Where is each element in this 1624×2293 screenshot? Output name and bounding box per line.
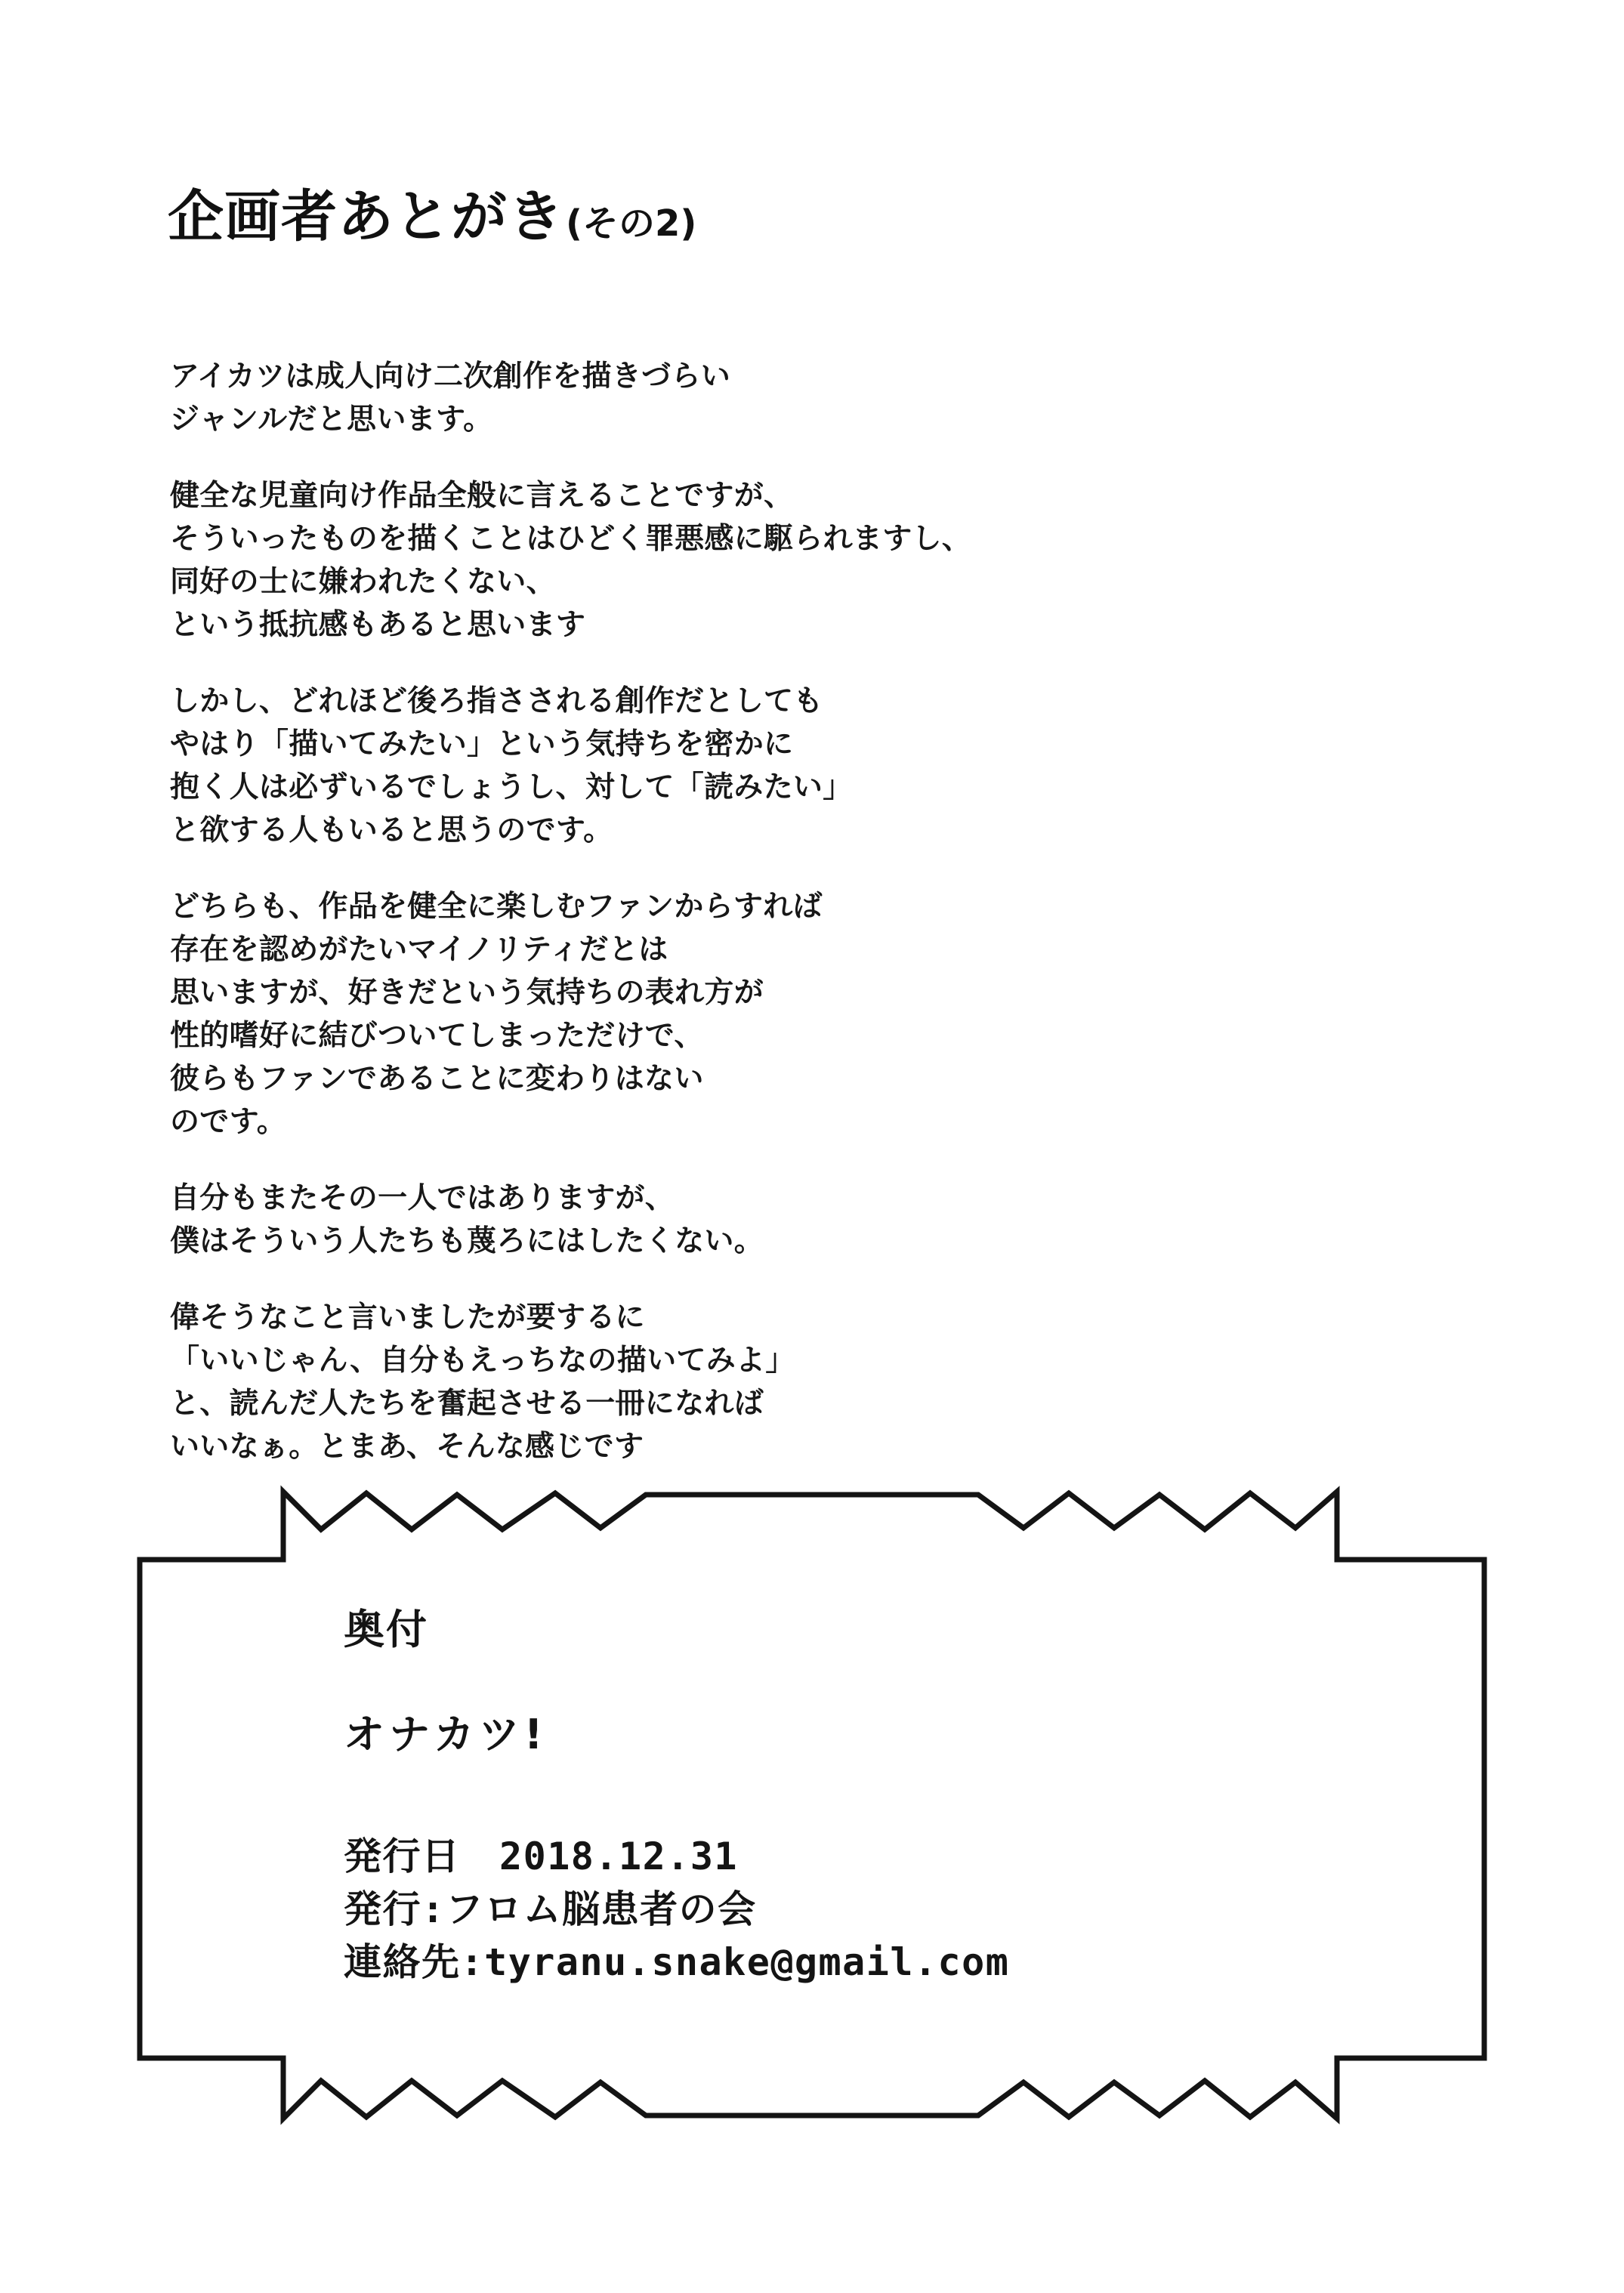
text-line: 「いいじゃん、自分もえっちなの描いてみよ」 (170, 1344, 795, 1378)
text-line: 抱く人は必ずいるでしょうし、対して「読みたい」 (170, 770, 853, 804)
text-line: 彼らもファンであることに変わりはない (170, 1062, 704, 1096)
text-line: 思いますが、好きだという気持ちの表れ方が (170, 976, 764, 1010)
text-line: どちらも、作品を健全に楽しむファンからすれば (170, 890, 823, 924)
page-title (168, 172, 696, 252)
colophon-publisher: 発行:フロム脳患者の会 (344, 1887, 757, 1931)
text-line: 存在を認めがたいマイノリティだとは (170, 933, 668, 967)
text-line: アイカツは成人向け二次創作を描きづらい (170, 360, 731, 393)
page-title-sub: (その2) (566, 202, 697, 245)
text-line: 健全な児童向け作品全般に言えることですが、 (170, 479, 794, 513)
text-line: 同好の士に嫌われたくない、 (170, 565, 556, 599)
text-line: 僕はそういう人たちも蔑ろにはしたくない。 (170, 1224, 764, 1258)
text-line: のです。 (170, 1105, 287, 1139)
paragraph (170, 1177, 1409, 1263)
colophon-content (344, 1597, 1416, 1989)
paragraph (170, 885, 1409, 1143)
text-line: という抵抗感もあると思います (170, 608, 586, 642)
text-line: やはり「描いてみたい」という気持ちを密かに (170, 727, 794, 761)
paragraph (170, 680, 1409, 852)
colophon-contact: 連絡先:tyranu.snake@gmail.com (344, 1940, 1010, 1984)
colophon-publish-date: 発行日 2018.12.31 (344, 1835, 739, 1878)
text-line: と、読んだ人たちを奮起させる一冊になれば (170, 1387, 764, 1421)
text-line: 性的嗜好に結びついてしまっただけで、 (170, 1019, 704, 1053)
colophon-box (132, 1484, 1492, 2126)
text-line: そういったものを描くことはひどく罪悪感に駆られますし、 (170, 522, 972, 556)
text-line: 自分もまたその一人ではありますが、 (170, 1181, 675, 1215)
colophon-title: 奥付 (344, 1606, 428, 1653)
text-line: しかし、どれほど後ろ指さされる創作だとしても (170, 684, 823, 718)
afterword-body (170, 355, 1409, 1468)
paragraph (170, 1296, 1409, 1468)
text-line: ジャンルだと思います。 (170, 403, 493, 437)
paragraph (170, 355, 1409, 441)
text-line: と欲する人もいると思うのです。 (170, 813, 613, 847)
text-line: 偉そうなこと言いましたが要するに (170, 1301, 645, 1335)
page-title-main: 企画者あとがき (168, 184, 564, 249)
paragraph (170, 474, 1409, 647)
text-line: いいなぁ。とまあ、そんな感じです (170, 1430, 644, 1464)
colophon-book-title: オナカツ! (344, 1711, 548, 1758)
